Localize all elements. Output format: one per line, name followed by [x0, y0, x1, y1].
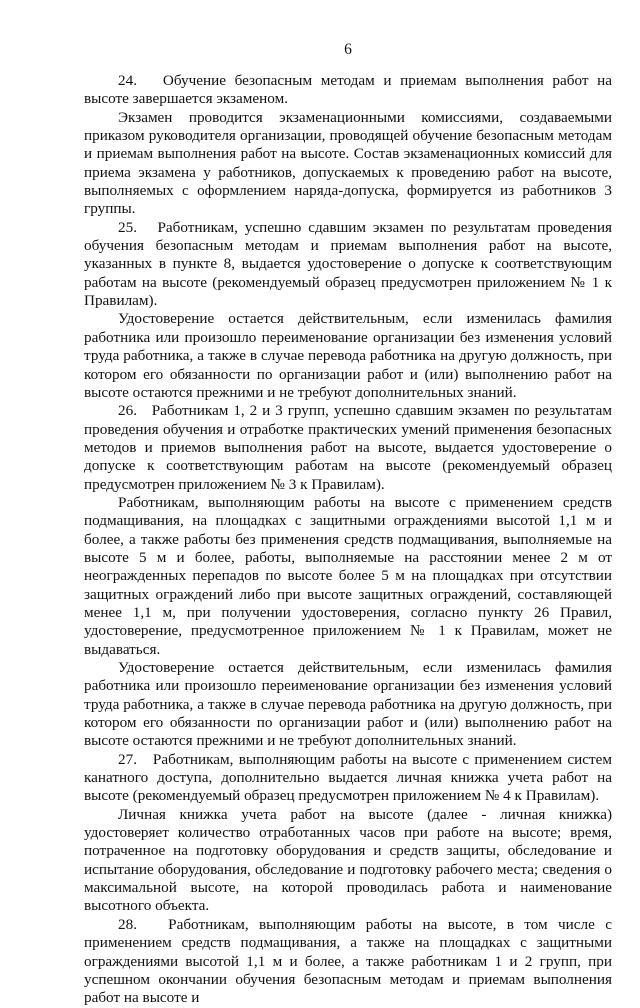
paragraph-28: 28. Работникам, выполняющим работы на высоте, в том числе с применением средств подмащивания, а также на площадках с защитными ограждениями высотой 1,1 м и более, а также работникам 1 и 2 групп, при успешном окончании обучения безопасным методам и приемам выполнения работ на высоте и	[84, 915, 612, 1007]
paragraph-personal-logbook: Личная книжка учета работ на высоте (далее - личная книжка) удостоверяет количество отработанных часов при работе на высоте; время, потраченное на подготовку оборудования и средств защиты, обследование и испытание оборудования, обследование и подготовку рабочего места; сведения о максимальной высоте, на которой проводилась работа и наименование высотного объекта.	[84, 805, 612, 915]
page-number: 6	[344, 41, 352, 58]
paragraph-26: 26. Работникам 1, 2 и 3 групп, успешно сдавшим экзамен по результатам проведения обучения и отработке практических умений применения безопасных методов и приемов выполнения работ на высоте, выдается удостоверение о допуске к соответствующим работам на высоте (рекомендуемый образец предусмотрен приложением № 3 к Правилам).	[84, 402, 612, 493]
paragraph-27: 27. Работникам, выполняющим работы на высоте с применением систем канатного доступа, дополнительно выдается личная книжка учета работ на высоте (рекомендуемый образец предусмотрен приложением № 4 к Правилам).	[84, 750, 612, 805]
paragraph-25: 25. Работникам, успешно сдавшим экзамен по результатам проведения обучения безопасным методам и приемам выполнения работ на высоте, указанных в пункте 8, выдается удостоверение о допуске к соответствующим работам на высоте (рекомендуемый образец предусмотрен приложением № 1 к Правилам).	[84, 218, 612, 310]
paragraph-certificate-validity: Удостоверение остается действительным, если изменилась фамилия работника или произошло переименование организации без изменения условий труда работника, а также в случае перевода работника на другую должность, при котором его обязанности по организации работ и (или) выполнению работ на высоте остаются прежними и не требуют дополнительных знаний.	[84, 310, 612, 401]
paragraph-exam-commission: Экзамен проводится экзаменационными комиссиями, создаваемыми приказом руководителя организации, проводящей обучение безопасным методам и приемам выполнения работ на высоте. Состав экзаменационных комиссий для приема экзамена у работников, допускаемых к проведению работ на высоте, выполняемых с оформлением наряда-допуска, формируется из работников 3 группы.	[84, 108, 612, 218]
paragraph-24: 24. Обучение безопасным методам и приемам выполнения работ на высоте завершается экзаменом.	[84, 72, 612, 108]
document-body	[84, 72, 612, 1008]
paragraph-scaffolding-workers: Работникам, выполняющим работы на высоте с применением средств подмащивания, на площадках с защитными ограждениями высотой 1,1 м и более, а также работы без применения средств подмащивания, выполняемые на высоте 5 м и более, работы, выполняемые на расстоянии менее 2 м от неогражденных перепадов по высоте более 5 м на площадках при отсутствии защитных ограждений либо при высоте защитных ограждений, составляющей менее 1,1 м, при получении удостоверения, согласно пункту 26 Правил, удостоверение, предусмотренное приложением № 1 к Правилам, может не выдаваться.	[84, 493, 612, 658]
paragraph-certificate-validity-2: Удостоверение остается действительным, если изменилась фамилия работника или произошло переименование организации без изменения условий труда работника, а также в случае перевода работника на другую должность, при котором его обязанности по организации работ и (или) выполнению работ на высоте остаются прежними и не требуют дополнительных знаний.	[84, 659, 612, 750]
